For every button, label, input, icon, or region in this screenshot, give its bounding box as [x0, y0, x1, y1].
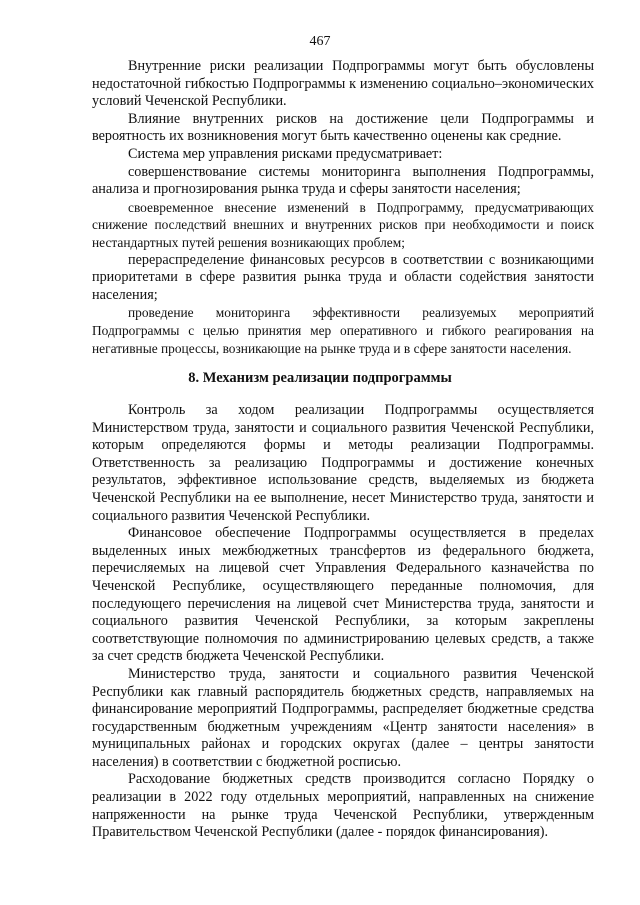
paragraph: Финансовое обеспечение Подпрограммы осуществляется в пределах выделенных иных межбюджетных трансфертов из федерального бюджета, перечисляемых на лицевой счет Управления Федерального казначейства по Чеченской Республике, осуществляющего переданные полномочия, для последующего перечисления на лицевой счет Министерства труда, занятости и социального развития Чеченской Республики, за которым закреплены соответствующие полномочия по администрированию целевых средств, а также за счет средств бюджета Чеченской Республики. — [92, 525, 594, 665]
mechanism-section-text — [92, 402, 594, 842]
list-item: совершенствование системы мониторинга выполнения Подпрограммы, анализа и прогнозирования рынка труда и сферы занятости населения; — [92, 163, 594, 198]
page-number: 467 — [309, 34, 331, 49]
list-item: своевременное внесение изменений в Подпрограмму, предусматривающих снижение последствий внешних и внутренних рисков при необходимости и поиск нестандартных путей решения возникающих проблем; — [92, 199, 594, 250]
paragraph: Внутренние риски реализации Подпрограммы могут быть обусловлены недостаточной гибкостью Подпрограммы к изменению социально–экономических условий Чеченской Республики. — [92, 58, 594, 110]
paragraph: Контроль за ходом реализации Подпрограммы осуществляется Министерством труда, занятости и социального развития Чеченской Республики, которым определяются формы и методы реализации Подпрограммы. Ответственность за реализацию Подпрограммы и достижение конечных результатов, эффективное использование средств, выделяемых из бюджета Чеченской Республики на ее выполнение, несет Министерство труда, занятости и социального развития Чеченской Республики. — [92, 402, 594, 524]
list-item: проведение мониторинга эффективности реализуемых мероприятий Подпрограммы с целью принятия мер оперативного и гибкого реагирования на негативные процессы, возникающие на рынке труда и в сфере занятости населения. — [92, 305, 594, 356]
paragraph: Министерство труда, занятости и социального развития Чеченской Республики как главный распорядитель бюджетных средств, направляемых на финансирование мероприятий Подпрограммы, распределяет бюджетные средства государственным бюджетным учреждениям «Центр занятости населения» в муниципальных районах и городских округах (далее – центры занятости населения) в соответствии с бюджетной росписью. — [92, 665, 594, 770]
section-heading: 8. Механизм реализации подпрограммы — [188, 370, 452, 386]
list-item: перераспределение финансовых ресурсов в соответствии с возникающими приоритетами в сфере развития рынка труда и области содействия занятости населения; — [92, 251, 594, 303]
paragraph: Влияние внутренних рисков на достижение цели Подпрограммы и вероятность их возникновения могут быть качественно оценены как средние. — [92, 110, 594, 145]
risk-management-text — [92, 58, 594, 357]
paragraph: Система мер управления рисками предусматривает: — [128, 145, 443, 162]
paragraph: Расходование бюджетных средств производится согласно Порядку о реализации в 2022 году отдельных мероприятий, направленных на снижение напряженности на рынке труда Чеченской Республики, утвержденным Правительством Чеченской Республики (далее - порядок финансирования). — [92, 771, 594, 841]
